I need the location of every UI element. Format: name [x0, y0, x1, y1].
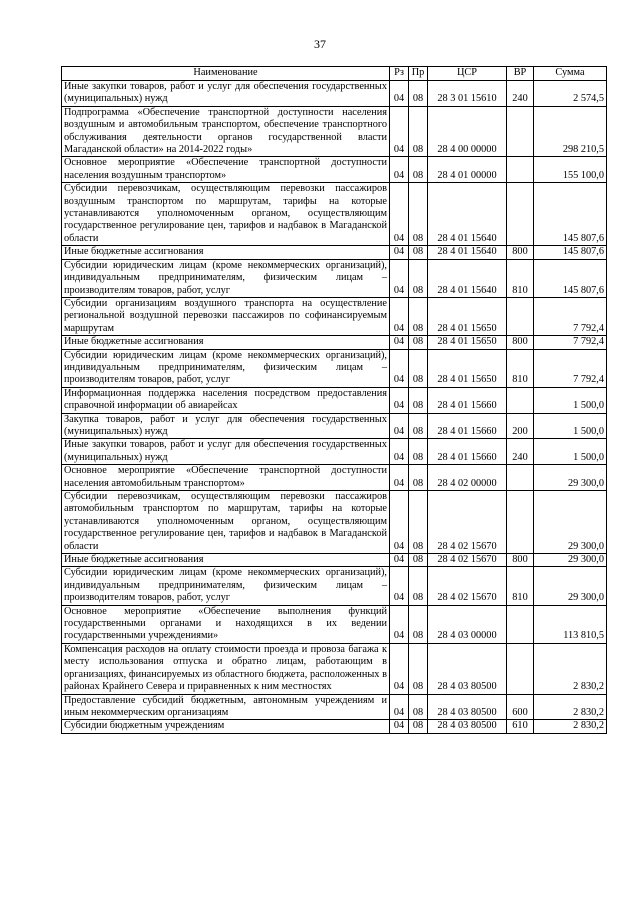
row-csr: 28 4 01 15640	[428, 183, 507, 246]
row-vr	[507, 183, 534, 246]
row-csr: 28 4 01 15650	[428, 349, 507, 387]
row-rz: 04	[390, 387, 409, 413]
row-vr: 800	[507, 336, 534, 349]
row-sum: 1 500,0	[534, 439, 607, 465]
row-rz: 04	[390, 183, 409, 246]
row-rz: 04	[390, 336, 409, 349]
row-sum: 2 830,2	[534, 720, 607, 733]
row-vr	[507, 387, 534, 413]
row-name: Иные закупки товаров, работ и услуг для обеспечения государственных (муниципальных) нужд	[62, 439, 390, 465]
row-vr: 800	[507, 246, 534, 259]
row-vr: 200	[507, 413, 534, 439]
row-sum: 2 830,2	[534, 694, 607, 720]
row-rz: 04	[390, 157, 409, 183]
row-sum: 155 100,0	[534, 157, 607, 183]
row-name: Информационная поддержка населения посредством предоставления справочной информации об авиарейсах	[62, 387, 390, 413]
row-csr: 28 3 01 15610	[428, 81, 507, 107]
row-sum: 1 500,0	[534, 387, 607, 413]
row-sum: 145 807,6	[534, 246, 607, 259]
table-row	[62, 491, 607, 554]
table-row	[62, 106, 607, 157]
row-sum: 29 300,0	[534, 491, 607, 554]
row-sum: 1 500,0	[534, 413, 607, 439]
row-rz: 04	[390, 694, 409, 720]
row-name: Субсидии организациям воздушного транспорта на осуществление региональной воздушной перевозки пассажиров по софинансируемым маршрутам	[62, 297, 390, 335]
row-pr: 08	[409, 439, 428, 465]
table-row	[62, 297, 607, 335]
row-rz: 04	[390, 259, 409, 297]
row-sum: 29 300,0	[534, 465, 607, 491]
row-rz: 04	[390, 349, 409, 387]
table-row	[62, 643, 607, 694]
row-rz: 04	[390, 439, 409, 465]
row-csr: 28 4 03 80500	[428, 643, 507, 694]
header-sum: Сумма	[534, 67, 607, 81]
header-vr: ВР	[507, 67, 534, 81]
header-pr: Пр	[409, 67, 428, 81]
row-name: Субсидии юридическим лицам (кроме некоммерческих организаций), индивидуальным предпринимателям, физическим лицам – производителям товаров, работ, услуг	[62, 567, 390, 605]
page-number: 37	[314, 37, 326, 51]
row-sum: 29 300,0	[534, 567, 607, 605]
row-pr: 08	[409, 720, 428, 733]
row-sum: 145 807,6	[534, 183, 607, 246]
row-csr: 28 4 02 15670	[428, 567, 507, 605]
row-name: Закупка товаров, работ и услуг для обеспечения государственных (муниципальных) нужд	[62, 413, 390, 439]
row-csr: 28 4 01 15640	[428, 259, 507, 297]
row-pr: 08	[409, 465, 428, 491]
row-csr: 28 4 03 80500	[428, 720, 507, 733]
row-vr: 610	[507, 720, 534, 733]
row-pr: 08	[409, 567, 428, 605]
table-body	[62, 81, 607, 734]
row-rz: 04	[390, 554, 409, 567]
row-csr: 28 4 00 00000	[428, 106, 507, 157]
row-csr: 28 4 01 15660	[428, 387, 507, 413]
row-vr	[507, 643, 534, 694]
row-vr	[507, 106, 534, 157]
row-vr: 810	[507, 259, 534, 297]
row-name: Предоставление субсидий бюджетным, автономным учреждениям и иным некоммерческим организациям	[62, 694, 390, 720]
row-csr: 28 4 01 15650	[428, 297, 507, 335]
row-name: Субсидии перевозчикам, осуществляющим перевозки пассажиров воздушным транспортом по маршрутам, тарифы на которые устанавливаются уполномоченным органом, осуществляющим государственное регулирование цен, тарифов и надбавок в Магаданской области	[62, 183, 390, 246]
row-csr: 28 4 03 00000	[428, 605, 507, 643]
table-row	[62, 387, 607, 413]
row-rz: 04	[390, 643, 409, 694]
row-pr: 08	[409, 491, 428, 554]
row-name: Компенсация расходов на оплату стоимости проезда и провоза багажа к месту использования отпуска и обратно лицам, работающим в организациях, финансируемых из областного бюджета, расположенных в районах Крайнего Севера и приравненных к ним местностях	[62, 643, 390, 694]
row-name: Основное мероприятие «Обеспечение транспортной доступности населения воздушным транспортом»	[62, 157, 390, 183]
row-sum: 29 300,0	[534, 554, 607, 567]
row-rz: 04	[390, 567, 409, 605]
row-name: Основное мероприятие «Обеспечение выполнения функций государственными органами и находящихся в их ведении государственными учреждениями»	[62, 605, 390, 643]
row-vr: 800	[507, 554, 534, 567]
row-pr: 08	[409, 81, 428, 107]
row-name: Иные бюджетные ассигнования	[62, 246, 390, 259]
header-csr: ЦСР	[428, 67, 507, 81]
table-row	[62, 157, 607, 183]
row-pr: 08	[409, 605, 428, 643]
table-row	[62, 720, 607, 733]
budget-table	[61, 66, 607, 734]
row-vr: 600	[507, 694, 534, 720]
table-row	[62, 605, 607, 643]
row-sum: 7 792,4	[534, 297, 607, 335]
table-row	[62, 183, 607, 246]
row-name: Основное мероприятие «Обеспечение транспортной доступности населения автомобильным транспортом»	[62, 465, 390, 491]
row-csr: 28 4 02 15670	[428, 491, 507, 554]
row-pr: 08	[409, 106, 428, 157]
row-vr	[507, 465, 534, 491]
table-row	[62, 81, 607, 107]
row-pr: 08	[409, 694, 428, 720]
row-sum: 2 574,5	[534, 81, 607, 107]
row-csr: 28 4 03 80500	[428, 694, 507, 720]
row-csr: 28 4 02 00000	[428, 465, 507, 491]
table-row	[62, 349, 607, 387]
header-rz: Рз	[390, 67, 409, 81]
row-csr: 28 4 01 15660	[428, 413, 507, 439]
row-sum: 7 792,4	[534, 336, 607, 349]
row-pr: 08	[409, 554, 428, 567]
row-sum: 7 792,4	[534, 349, 607, 387]
table-row	[62, 465, 607, 491]
row-vr	[507, 157, 534, 183]
row-csr: 28 4 01 00000	[428, 157, 507, 183]
row-rz: 04	[390, 720, 409, 733]
table-row	[62, 336, 607, 349]
row-pr: 08	[409, 297, 428, 335]
row-vr	[507, 297, 534, 335]
table-row	[62, 439, 607, 465]
row-rz: 04	[390, 81, 409, 107]
row-rz: 04	[390, 491, 409, 554]
row-vr: 810	[507, 349, 534, 387]
row-pr: 08	[409, 387, 428, 413]
row-vr: 240	[507, 439, 534, 465]
header-name: Наименование	[62, 67, 390, 81]
row-pr: 08	[409, 336, 428, 349]
row-name: Подпрограмма «Обеспечение транспортной доступности населения воздушным и автомобильным транспортом, обеспечение транспортного обслуживания деятельности органов государственной власти Магаданской области» на 2014-2022 годы»	[62, 106, 390, 157]
row-sum: 2 830,2	[534, 643, 607, 694]
row-csr: 28 4 01 15640	[428, 246, 507, 259]
row-name: Субсидии юридическим лицам (кроме некоммерческих организаций), индивидуальным предпринимателям, физическим лицам – производителям товаров, работ, услуг	[62, 349, 390, 387]
row-rz: 04	[390, 106, 409, 157]
table-row	[62, 246, 607, 259]
table-row	[62, 694, 607, 720]
row-pr: 08	[409, 246, 428, 259]
row-name: Субсидии юридическим лицам (кроме некоммерческих организаций), индивидуальным предпринимателям, физическим лицам – производителям товаров, работ, услуг	[62, 259, 390, 297]
row-pr: 08	[409, 643, 428, 694]
row-name: Иные бюджетные ассигнования	[62, 554, 390, 567]
table-row	[62, 413, 607, 439]
row-vr: 810	[507, 567, 534, 605]
row-rz: 04	[390, 465, 409, 491]
row-sum: 113 810,5	[534, 605, 607, 643]
table-row	[62, 554, 607, 567]
row-rz: 04	[390, 297, 409, 335]
row-rz: 04	[390, 413, 409, 439]
row-csr: 28 4 01 15660	[428, 439, 507, 465]
row-pr: 08	[409, 259, 428, 297]
row-vr: 240	[507, 81, 534, 107]
row-sum: 145 807,6	[534, 259, 607, 297]
row-name: Субсидии перевозчикам, осуществляющим перевозки пассажиров автомобильным транспортом по маршрутам, тарифы на которые устанавливаются уполномоченным органом, осуществляющим государственное регулирование цен, тарифов и надбавок в Магаданской области	[62, 491, 390, 554]
row-pr: 08	[409, 157, 428, 183]
row-name: Иные закупки товаров, работ и услуг для обеспечения государственных (муниципальных) нужд	[62, 81, 390, 107]
row-csr: 28 4 01 15650	[428, 336, 507, 349]
table-header-row	[62, 67, 607, 81]
row-pr: 08	[409, 413, 428, 439]
table-row	[62, 567, 607, 605]
row-rz: 04	[390, 246, 409, 259]
row-name: Субсидии бюджетным учреждениям	[62, 720, 390, 733]
row-sum: 298 210,5	[534, 106, 607, 157]
row-name: Иные бюджетные ассигнования	[62, 336, 390, 349]
row-pr: 08	[409, 183, 428, 246]
row-vr	[507, 491, 534, 554]
row-vr	[507, 605, 534, 643]
row-pr: 08	[409, 349, 428, 387]
row-rz: 04	[390, 605, 409, 643]
table-row	[62, 259, 607, 297]
row-csr: 28 4 02 15670	[428, 554, 507, 567]
